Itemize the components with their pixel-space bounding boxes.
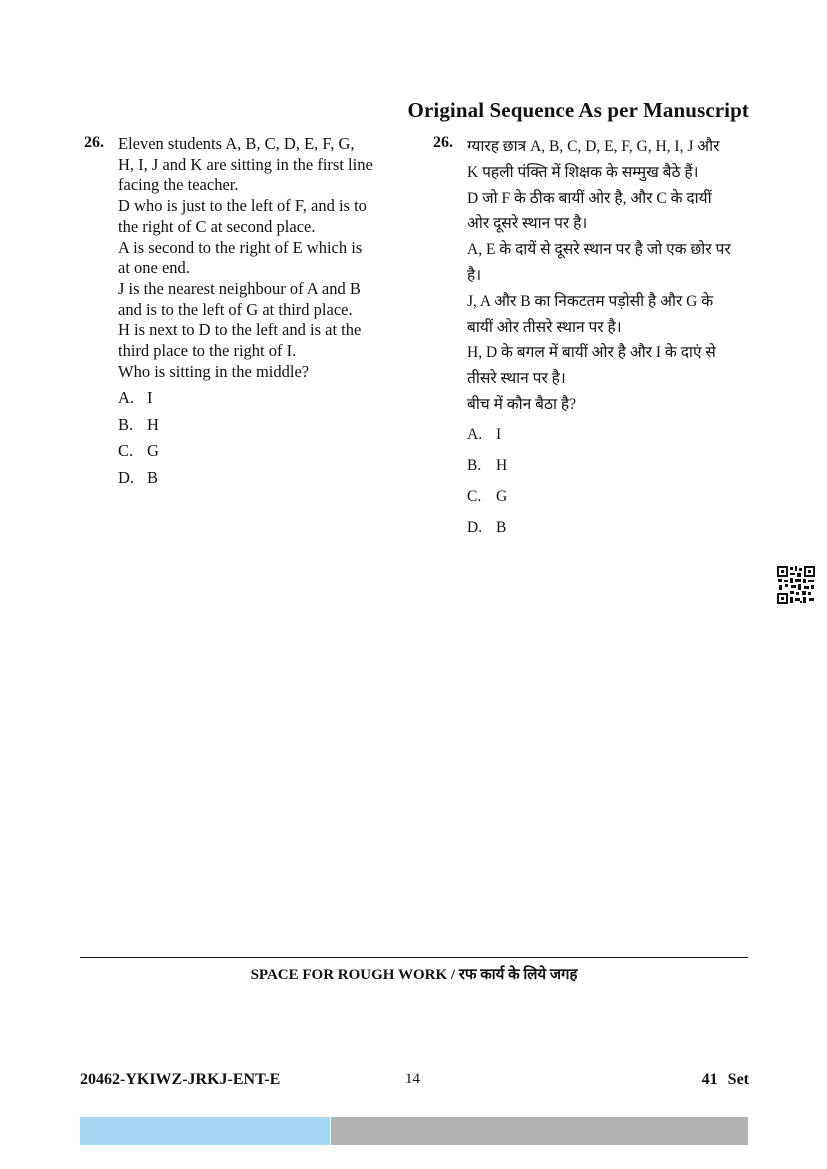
question-line: है। xyxy=(467,266,482,284)
option-text: G xyxy=(496,487,508,505)
question-line: बीच में कौन बैठा है? xyxy=(467,395,576,413)
option-text: B xyxy=(496,518,507,536)
footer-page-number: 14 xyxy=(405,1071,420,1087)
question-number: 26. xyxy=(84,134,104,151)
option-d xyxy=(467,519,753,550)
question-line: D जो F के ठीक बायीं ओर है, और C के दायीं xyxy=(467,189,712,207)
question-line: K पहली पंक्ति में शिक्षक के सम्मुख बैठे हैं। xyxy=(467,163,699,181)
option-c xyxy=(118,441,404,468)
option-text: H xyxy=(496,456,508,474)
question-line: H is next to D to the left and is at the xyxy=(118,320,362,340)
question-hindi xyxy=(433,134,753,550)
question-line: D who is just to the left of F, and is to xyxy=(118,196,367,216)
option-c xyxy=(467,488,753,519)
question-english xyxy=(84,134,404,494)
option-text: I xyxy=(147,388,153,408)
question-line: H, I, J and K are sitting in the first line xyxy=(118,154,373,174)
question-line: J is the nearest neighbour of A and B xyxy=(118,278,361,298)
option-letter: D. xyxy=(467,518,483,536)
footer-booklet-code: 20462-YKIWZ-JRKJ-ENT-E xyxy=(80,1071,281,1088)
option-letter: D. xyxy=(118,467,135,487)
option-letter: B. xyxy=(118,414,134,434)
option-a xyxy=(467,426,753,457)
question-line: third place to the right of I. xyxy=(118,341,297,361)
option-text: H xyxy=(147,414,159,434)
footer-set xyxy=(702,1071,749,1089)
footer-bar-gray xyxy=(331,1117,748,1145)
question-line: and is to the left of G at third place. xyxy=(118,299,353,319)
question-line: ओर दूसरे स्थान पर है। xyxy=(467,215,588,233)
option-b xyxy=(467,457,753,488)
option-letter: A. xyxy=(118,388,135,408)
option-d xyxy=(118,468,404,495)
page-title: Original Sequence As per Manuscript xyxy=(407,98,749,122)
rough-work-divider xyxy=(80,957,748,958)
question-line: facing the teacher. xyxy=(118,175,239,195)
options-list xyxy=(467,426,753,550)
options-list xyxy=(118,388,404,494)
question-line: A, E के दायें से दूसरे स्थान पर है जो एक छोर पर xyxy=(467,241,731,259)
option-text: B xyxy=(147,467,159,487)
question-line: J, A और B का निकटतम पड़ोसी है और G के xyxy=(467,292,714,310)
option-b xyxy=(118,415,404,442)
question-line: तीसरे स्थान पर है। xyxy=(467,370,566,388)
rough-work-label: SPACE FOR ROUGH WORK / रफ कार्य के लिये जगह xyxy=(250,967,578,983)
question-line: बायीं ओर तीसरे स्थान पर है। xyxy=(467,318,622,336)
footer-bar-blue xyxy=(80,1117,330,1145)
question-line: ग्यारह छात्र A, B, C, D, E, F, G, H, I, J और xyxy=(467,138,720,155)
question-line: H, D के बगल में बायीं ओर है और I के दाएं से xyxy=(467,344,716,362)
option-letter: C. xyxy=(118,441,134,461)
option-text: G xyxy=(147,441,159,461)
question-line: at one end. xyxy=(118,258,190,278)
set-label: Set xyxy=(727,1071,749,1088)
question-line: Who is sitting in the middle? xyxy=(118,361,310,381)
question-number: 26. xyxy=(433,134,453,151)
option-letter: B. xyxy=(467,456,482,474)
question-text xyxy=(467,134,753,418)
option-letter: C. xyxy=(467,487,482,505)
option-letter: A. xyxy=(467,425,483,443)
question-text xyxy=(118,134,404,382)
question-line: the right of C at second place. xyxy=(118,216,316,236)
option-text: I xyxy=(496,425,502,443)
question-line: A is second to the right of E which is xyxy=(118,237,363,257)
qr-code-icon xyxy=(776,565,816,605)
option-a xyxy=(118,388,404,415)
question-line: Eleven students A, B, C, D, E, F, G, xyxy=(118,134,355,153)
set-number: 41 xyxy=(701,1071,718,1088)
